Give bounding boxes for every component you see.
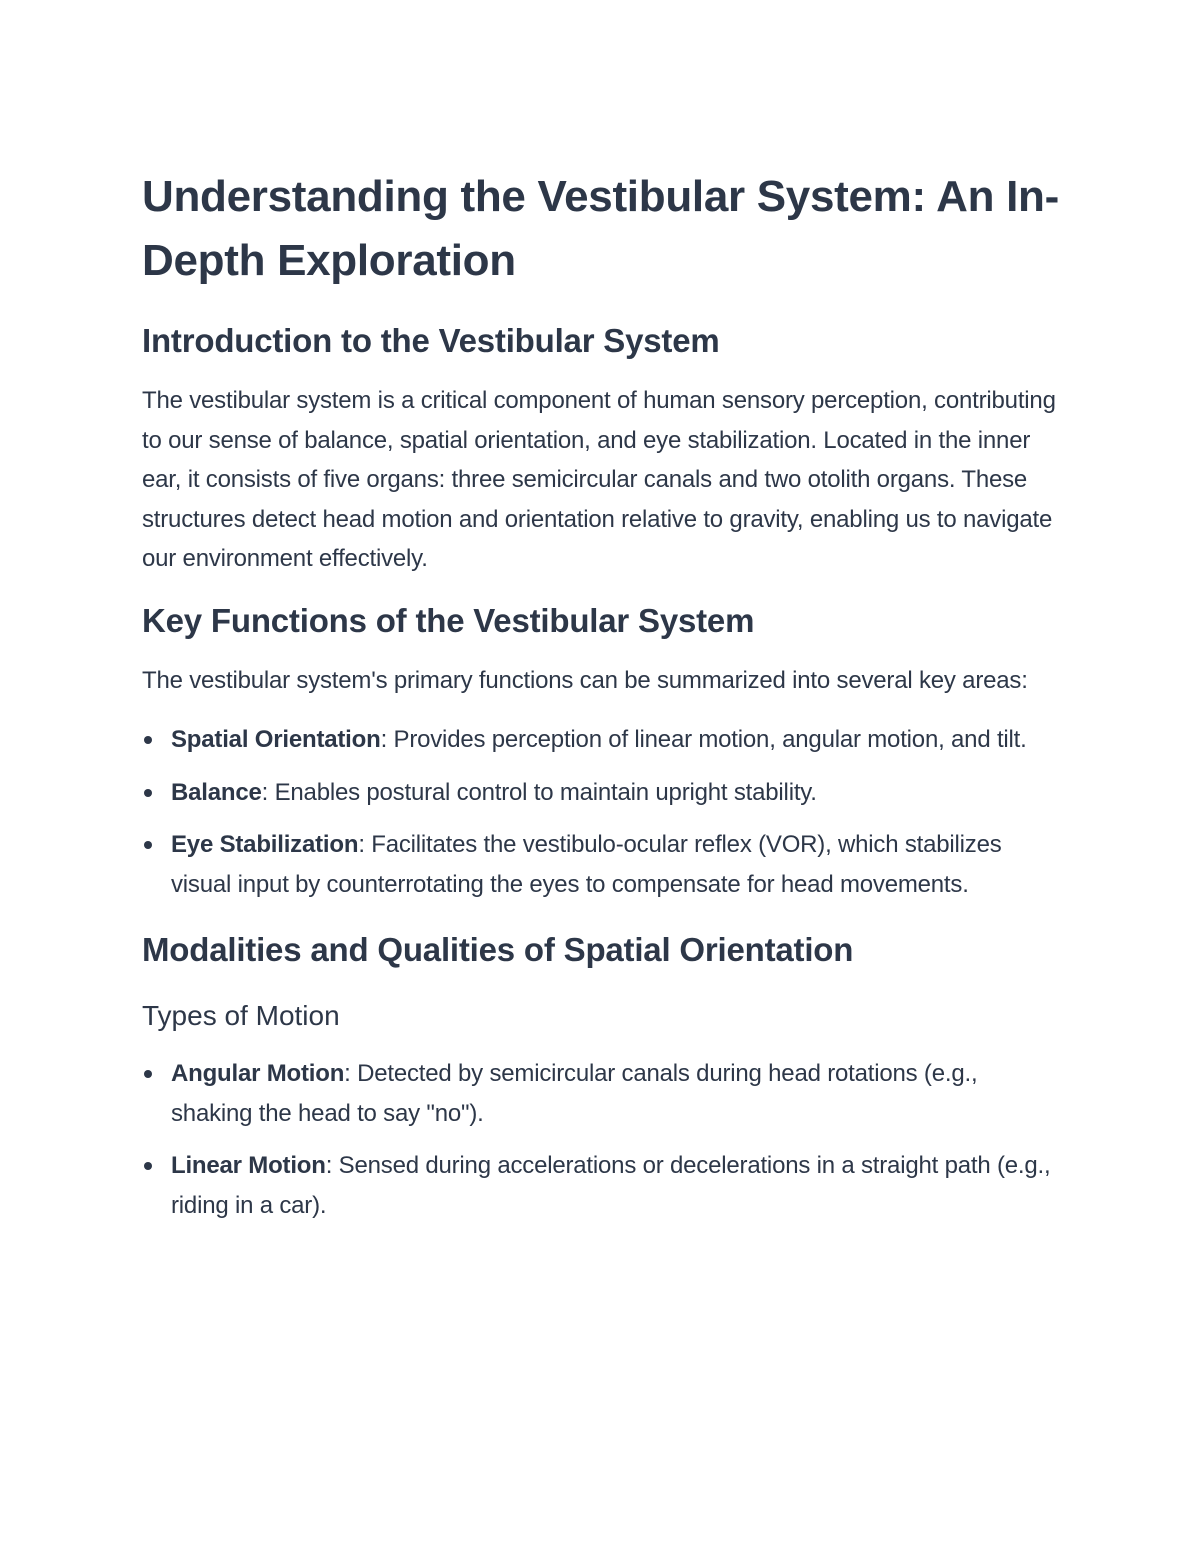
key-functions-paragraph: The vestibular system's primary functions can be summarized into several key areas: [142,666,1028,694]
subheading-types-of-motion: Types of Motion [142,1000,340,1031]
types-of-motion-list [142,1054,1062,1225]
list-item-term: Spatial Orientation [171,726,381,753]
list-item-term: Eye Stabilization [171,831,359,858]
bullet-icon [144,841,152,849]
list-item-text: : Facilitates the vestibulo-ocular reflex (VOR), which stabilizes visual input by counterrotating the eyes to compensate for head movements. [171,831,1002,898]
section-heading-modalities: Modalities and Qualities of Spatial Orientation [142,931,854,968]
bullet-icon [144,1070,152,1078]
list-item-term: Linear Motion [171,1152,326,1179]
section-heading-introduction: Introduction to the Vestibular System [142,322,720,359]
list-item [142,773,1062,813]
list-item-text: : Provides perception of linear motion, angular motion, and tilt. [380,726,1027,753]
list-item [142,720,1062,760]
list-item-term: Balance [171,778,262,806]
section-heading-key-functions: Key Functions of the Vestibular System [142,601,755,639]
bullet-icon [144,1162,152,1170]
list-item-text: : Enables postural control to maintain upright stability. [261,778,817,806]
key-functions-list [142,720,1062,904]
list-item-text: : Detected by semicircular canals during head rotations (e.g., shaking the head to say "no"). [171,1060,978,1127]
document-page [142,165,1062,1249]
list-item [142,1054,1062,1133]
bullet-icon [144,789,152,797]
list-item-text: : Sensed during accelerations or decelerations in a straight path (e.g., riding in a car). [171,1152,1051,1219]
introduction-paragraph: The vestibular system is a critical component of human sensory perception, contributing to our sense of balance, spatial orientation, and eye stabilization. Located in the inner ear, it consists of five organs: three semicircular canals and two otolith organs. These structures detect head motion and orientation relative to gravity, enabling us to navigate our environment effectively. [142,387,1056,572]
list-item-term: Angular Motion [171,1060,345,1087]
bullet-icon [144,736,152,744]
list-item [142,1146,1062,1225]
document-title: Understanding the Vestibular System: An In-Depth Exploration [142,172,1059,285]
list-item [142,825,1062,904]
